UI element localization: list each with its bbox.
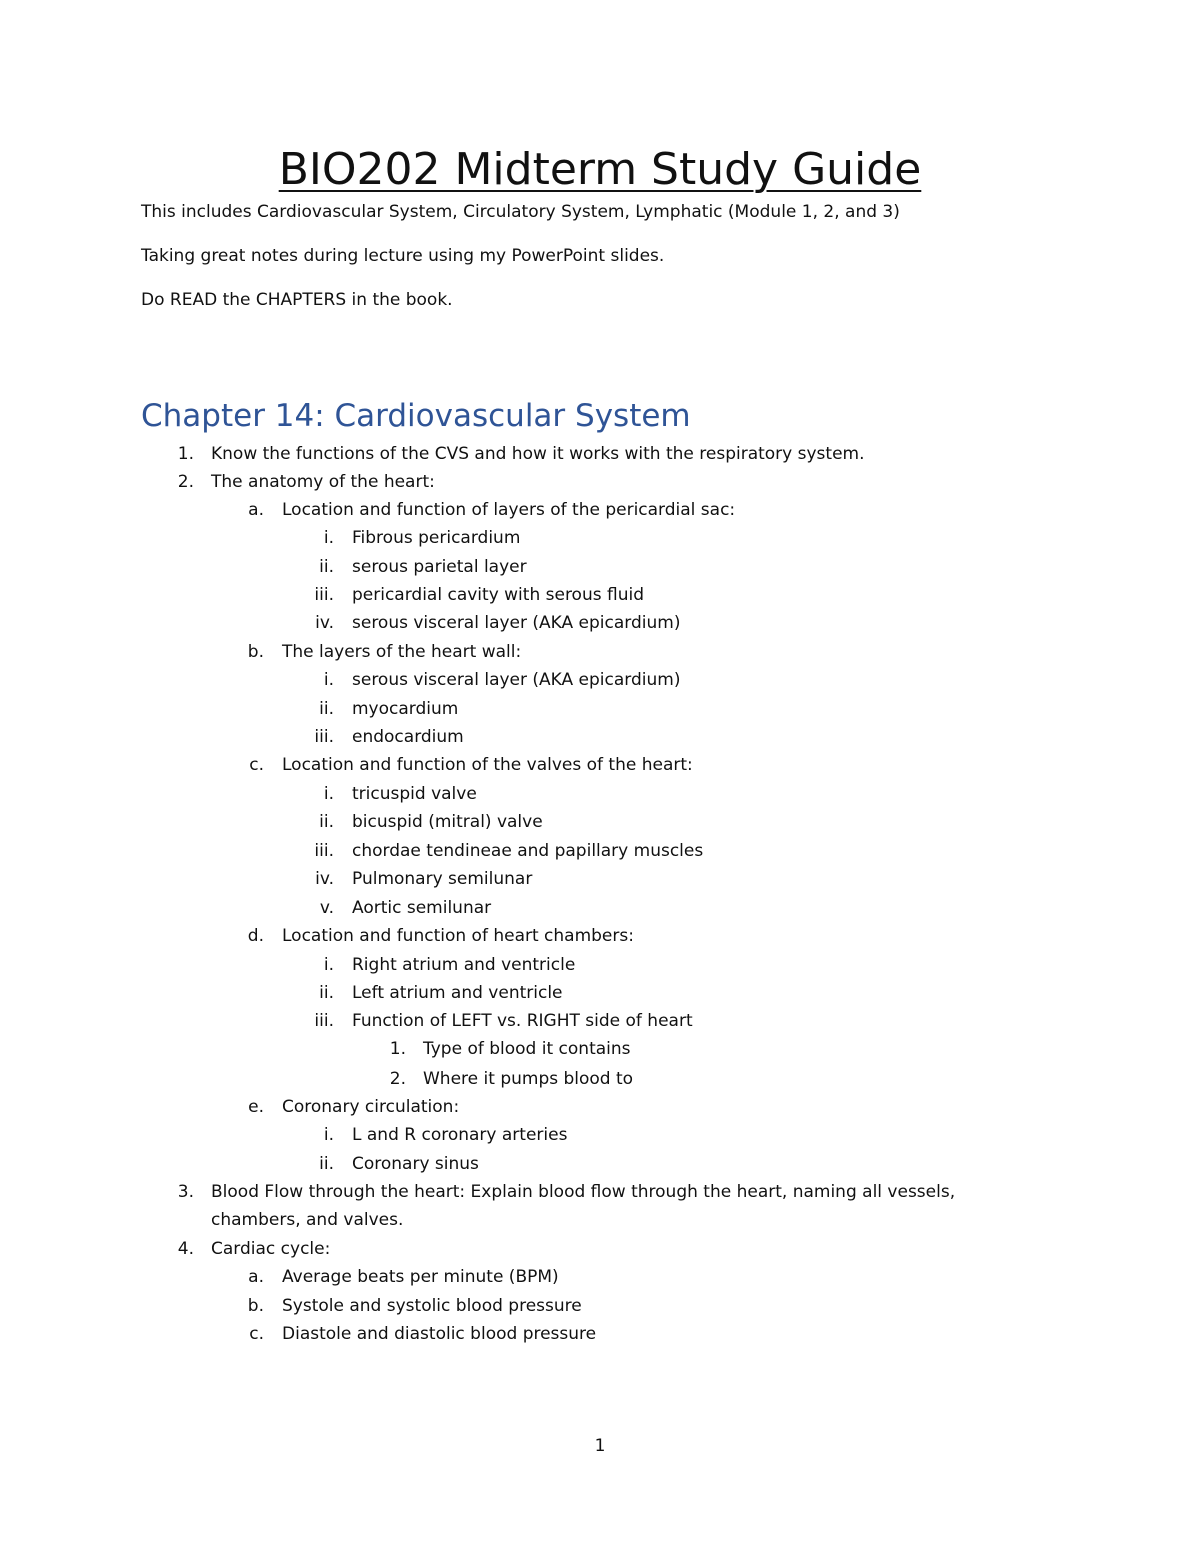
list-marker: ii. [319, 557, 334, 577]
list-item-text: endocardium [352, 727, 464, 747]
list-marker: a. [248, 1267, 264, 1287]
list-marker: iii. [314, 841, 334, 861]
list-marker: 4. [177, 1239, 194, 1259]
list-marker: 1. [389, 1039, 406, 1059]
list-marker: i. [323, 784, 334, 804]
list-marker: iii. [314, 585, 334, 605]
list-marker: ii. [319, 812, 334, 832]
list-item-text: Diastole and diastolic blood pressure [282, 1324, 597, 1344]
list-item-text: Aortic semilunar [352, 898, 492, 918]
list-marker: ii. [319, 699, 334, 719]
list-item-text: Right atrium and ventricle [352, 955, 576, 975]
list-item-text: bicuspid (mitral) valve [352, 812, 543, 832]
list-marker: ii. [319, 983, 334, 1003]
list-marker: d. [247, 926, 264, 946]
list-marker: i. [323, 528, 334, 548]
page-title-text: BIO202 Midterm Study Guide [278, 144, 922, 195]
list-item-text: Function of LEFT vs. RIGHT side of heart [352, 1011, 693, 1031]
list-marker: iv. [315, 613, 334, 633]
list-marker: b. [247, 1296, 264, 1316]
list-item-text: serous visceral layer (AKA epicardium) [352, 613, 681, 633]
list-item-text: pericardial cavity with serous fluid [352, 585, 644, 605]
list-item-text: chordae tendineae and papillary muscles [352, 841, 704, 861]
list-item-text: Coronary sinus [352, 1154, 479, 1174]
list-item-text: Average beats per minute (BPM) [282, 1267, 559, 1287]
list-item-text: Pulmonary semilunar [352, 869, 533, 889]
intro-line-notes: Taking great notes during lecture using my PowerPoint slides. [141, 246, 665, 266]
list-marker: i. [323, 1125, 334, 1145]
list-item-text: myocardium [352, 699, 459, 719]
list-marker: ii. [319, 1154, 334, 1174]
list-item-text: Location and function of heart chambers: [282, 926, 634, 946]
list-item-text: serous visceral layer (AKA epicardium) [352, 670, 681, 690]
list-item-text: The anatomy of the heart: [211, 472, 435, 492]
list-marker: iii. [314, 727, 334, 747]
list-item-text: Type of blood it contains [423, 1039, 631, 1059]
page-number: 1 [594, 1436, 606, 1456]
list-item-text: tricuspid valve [352, 784, 477, 804]
list-item-text: chambers, and valves. [211, 1210, 404, 1230]
list-marker: 1. [177, 444, 194, 464]
list-marker: a. [248, 500, 264, 520]
list-item-text: Left atrium and ventricle [352, 983, 563, 1003]
list-item-text: serous parietal layer [352, 557, 527, 577]
list-marker: v. [319, 898, 334, 918]
list-marker: iv. [315, 869, 334, 889]
list-marker: c. [249, 755, 264, 775]
intro-line-read: Do READ the CHAPTERS in the book. [141, 290, 453, 310]
chapter-heading: Chapter 14: Cardiovascular System [141, 398, 691, 434]
list-marker: 2. [389, 1069, 406, 1089]
list-item-text: Location and function of layers of the pericardial sac: [282, 500, 736, 520]
list-marker: 2. [177, 472, 194, 492]
list-item-text: Coronary circulation: [282, 1097, 460, 1117]
list-item-text: The layers of the heart wall: [282, 642, 522, 662]
list-item-text: L and R coronary arteries [352, 1125, 568, 1145]
list-item-text: Fibrous pericardium [352, 528, 521, 548]
list-item-text: Cardiac cycle: [211, 1239, 331, 1259]
intro-line-scope: This includes Cardiovascular System, Circulatory System, Lymphatic (Module 1, 2, and 3) [141, 202, 900, 222]
list-marker: c. [249, 1324, 264, 1344]
list-item-text: Systole and systolic blood pressure [282, 1296, 582, 1316]
list-marker: b. [247, 642, 264, 662]
page-title [0, 140, 1200, 200]
list-marker: 3. [177, 1182, 194, 1202]
list-item-text: Where it pumps blood to [423, 1069, 634, 1089]
list-item-text: Location and function of the valves of the heart: [282, 755, 693, 775]
list-marker: i. [323, 955, 334, 975]
list-item-text: Blood Flow through the heart: Explain blood flow through the heart, naming all vessels, [211, 1182, 956, 1202]
list-marker: iii. [314, 1011, 334, 1031]
list-item-text: Know the functions of the CVS and how it works with the respiratory system. [211, 444, 865, 464]
list-marker: i. [323, 670, 334, 690]
list-marker: e. [248, 1097, 264, 1117]
